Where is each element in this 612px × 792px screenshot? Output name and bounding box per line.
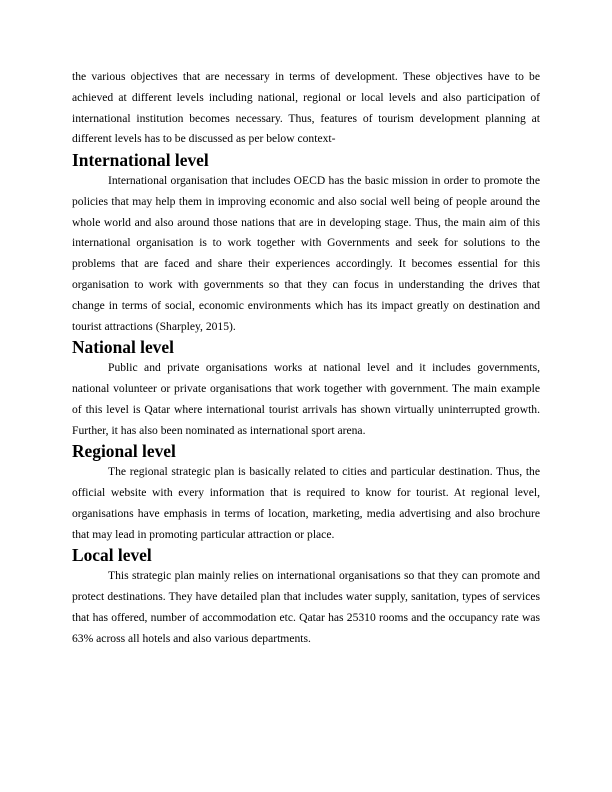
local-level-paragraph: This strategic plan mainly relies on international organisations so that they can promote and protect destinations. They have detailed plan that includes water supply, sanitation, types of services that has offered, number of accommodation etc. Qatar has 25310 rooms and the occupancy rate was 63% across all hotels and also various departments. [72,569,540,645]
international-level-heading: International level [72,150,209,171]
international-level-paragraph: International organisation that includes OECD has the basic mission in order to promote the policies that may help them in improving economic and also social well being of people around the whole world and also around those nations that are in developing stage. Thus, the main aim of this international organisation is to work together with Governments and seek for solutions to the problems that are faced and share their experiences accordingly. It becomes essential for this organisation to work with governments so that they can focus in understanding the drives that change in terms of social, economic environments which has its impact greatly on destination and tourist attractions (Sharpley, 2015). [72,173,540,333]
regional-level-paragraph: The regional strategic plan is basically related to cities and particular destination. Thus, the official website with every information that is required to know for tourist. At regional level, organisations have emphasis in terms of location, marketing, media advertising and also brochure that may lead in promoting particular attraction or place. [72,465,540,541]
regional-level-heading: Regional level [72,441,176,462]
document-page [72,67,540,649]
national-level-heading: National level [72,337,174,358]
intro-paragraph: the various objectives that are necessary in terms of development. These objectives have to be achieved at different levels including national, regional or local levels and also participation of international institution becomes necessary. Thus, features of tourism development planning at different levels has to be discussed as per below context- [72,70,540,146]
national-level-paragraph: Public and private organisations works at national level and it includes governments, national volunteer or private organisations that work together with government. The main example of this level is Qatar where international tourist arrivals has shown virtually uninterrupted growth. Further, it has also been nominated as international sport arena. [72,361,540,437]
local-level-heading: Local level [72,545,152,566]
